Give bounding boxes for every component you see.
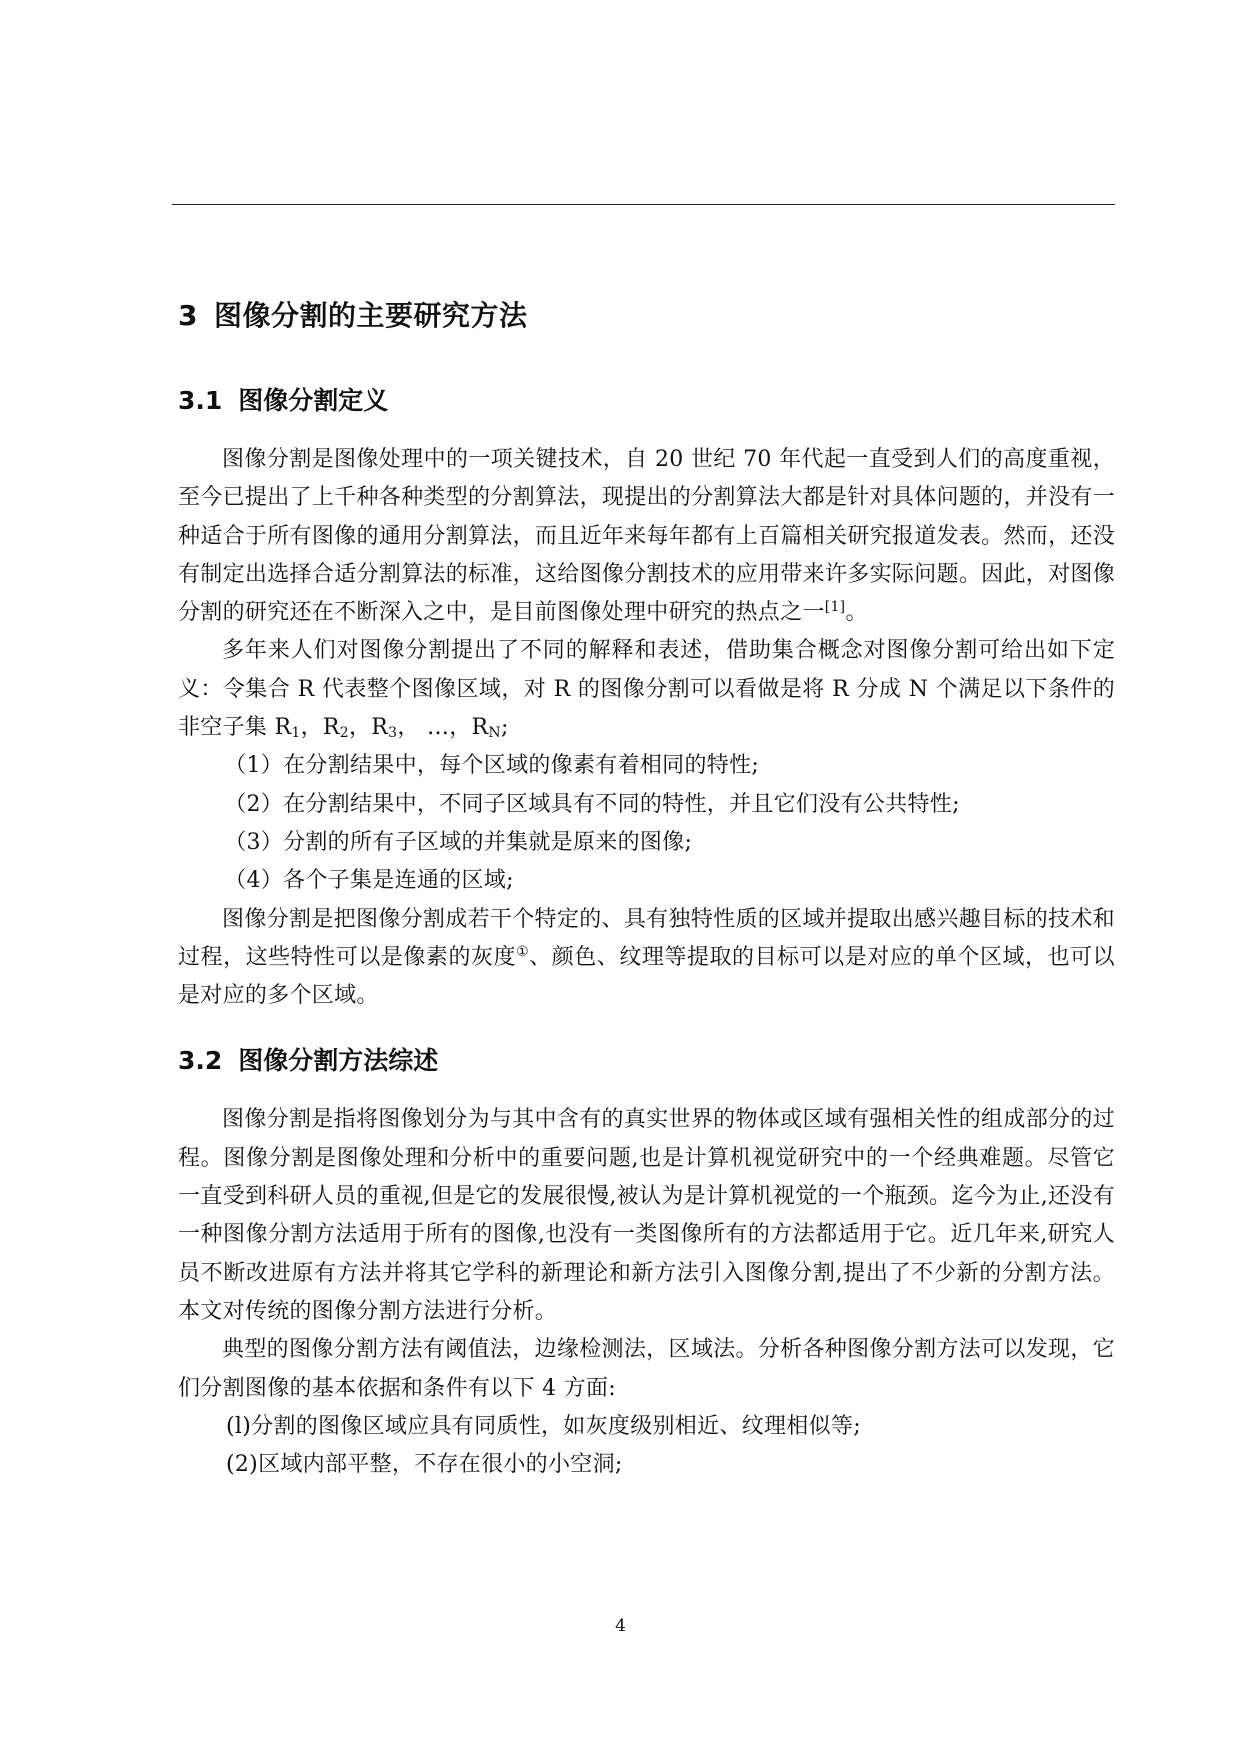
list-item: (l)分割的图像区域应具有同质性，如灰度级别相近、纹理相似等; [226,1413,861,1439]
footnote-mark: ① [516,943,530,960]
subsection-heading-3-2 [178,1041,1115,1081]
paragraph-text: ， …，R [397,715,489,741]
paragraph-text: 多年来人们对图像分割提出了不同的解释和表述，借助集合概念对图像分割可给出如下定义：令集合 R 代表整个图像区域，对 R 的图像分割可以看做是将 R 分成 N 个满足以下条件的非空子集 R [178,638,1115,741]
paragraph-text: 、颜色、纹理等提取的目标可以是对应的单个区域，也可以是对应的多个区域。 [178,944,1115,1009]
paragraph-text: 图像分割是图像处理中的一项关键技术，自 20 世纪 70 年代起一直受到人们的高度重视，至今已提出了上千种各种类型的分割算法，现提出的分割算法大都是针对具体问题的，并没有一种适合于所有图像的通用分割算法，而且近年来每年都有上百篇相关研究报道发表。然而，还没有制定出选择合适分割算法的标准，这给图像分割技术的应用带来许多实际问题。因此，对图像分割的研究还在不断深入之中，是目前图像处理中研究的热点之一 [178,447,1115,626]
section-heading [178,294,1115,338]
paragraph: 图像分割是指将图像划分为与其中含有的真实世界的物体或区域有强相关性的组成部分的过程。图像分割是图像处理和分析中的重要问题,也是计算机视觉研究中的一个经典难题。尽管它一直受到科研人员的重视,但是它的发展很慢,被认为是计算机视觉的一个瓶颈。迄今为止,还没有一种图像分割方法适用于所有的图像,也没有一类图像所有的方法都适用于它。近几年来,研究人员不断改进原有方法并将其它学科的新理论和新方法引入图像分割,提出了不少新的分割方法。本文对传统的图像分割方法进行分析。 [178,1107,1115,1324]
paragraph-text: ，R [300,715,340,741]
punctuation: 。 [845,600,868,626]
list-item: （4）各个子集是连通的区域; [224,868,514,894]
subscript: 3 [388,725,398,742]
subscript: 1 [291,725,301,742]
subscript: N [488,725,501,742]
list-item: （1）在分割结果中，每个区域的像素有着相同的特性; [224,753,760,779]
page-body [178,294,1115,1484]
subsection-number: 3.2 [178,1046,223,1076]
paragraph [178,632,1115,747]
list-item: (2)区域内部平整，不存在很小的小空洞; [226,1452,623,1478]
paragraph-text: 图像分割是把图像分割成若干个特定的、具有独特性质的区域并提取出感兴趣目标的技术和过程，这些特性可以是像素的灰度 [178,906,1115,970]
list-item: （2）在分割结果中，不同子区域具有不同的特性，并且它们没有公共特性; [224,791,960,817]
paragraph: 典型的图像分割方法有阈值法，边缘检测法，区域法。分析各种图像分割方法可以发现，它们分割图像的基本依据和条件有以下 4 方面: [178,1337,1115,1401]
section-title: 图像分割的主要研究方法 [213,299,528,332]
citation: [1] [824,599,846,616]
subsection-title: 图像分割方法综述 [238,1046,439,1076]
paragraph [178,441,1115,632]
header-rule [172,204,1115,205]
subsection-heading-3-1 [178,381,1115,421]
section-number: 3 [178,299,198,332]
paragraph [178,901,1115,1016]
subsection-number: 3.1 [178,386,223,415]
punctuation: ; [500,715,509,741]
paragraph-text: ，R [348,715,389,741]
list-item: （3）分割的所有子区域的并集就是原来的图像; [224,829,693,855]
subscript: 2 [339,725,349,742]
subsection-title: 图像分割定义 [238,386,389,415]
page-number: 4 [615,1616,626,1636]
